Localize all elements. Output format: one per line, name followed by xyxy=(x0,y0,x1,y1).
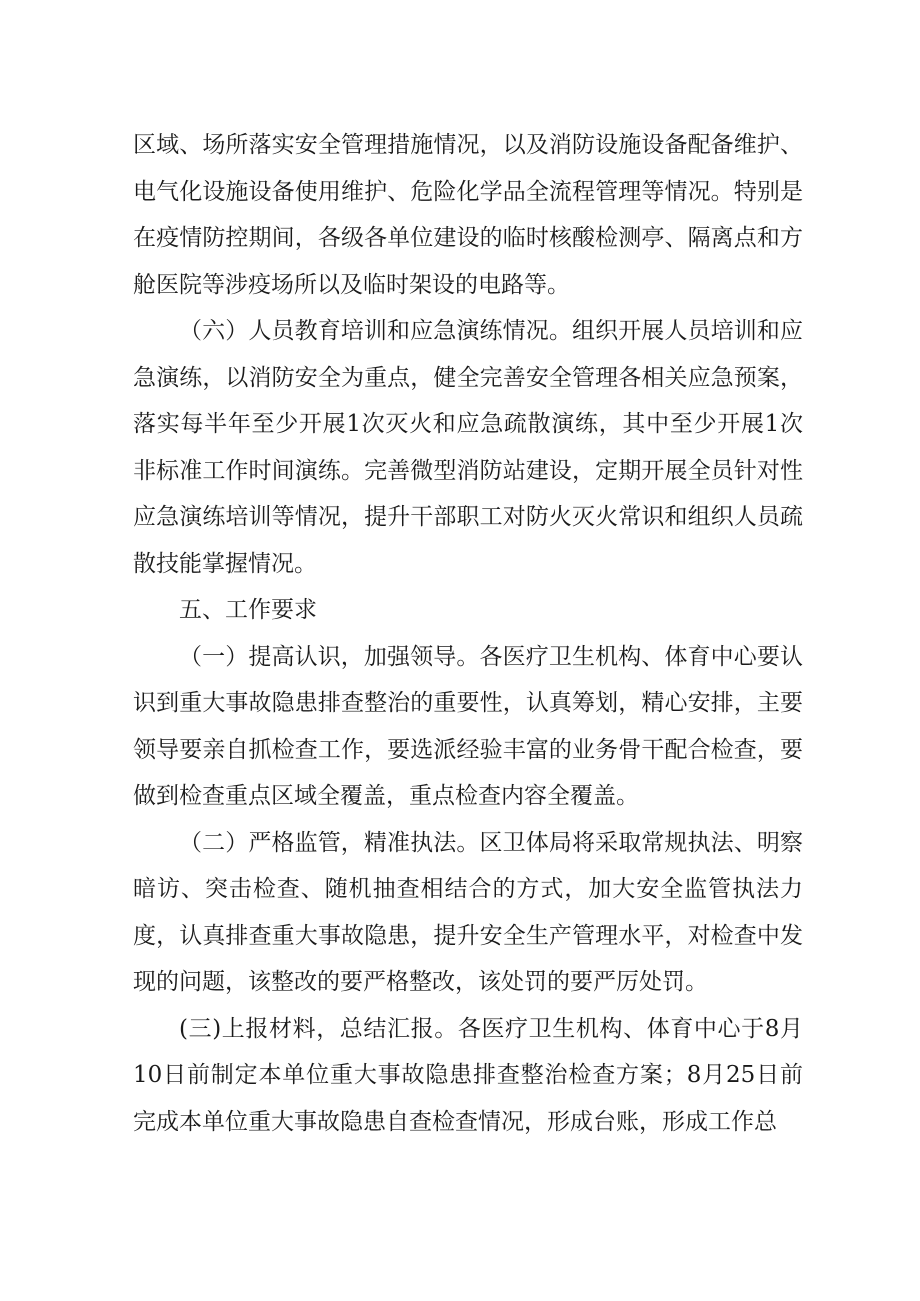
section-heading-work-requirements: 五、工作要求 xyxy=(179,597,317,623)
paragraph-section-six: （六）人员教育培训和应急演练情况。组织开展人员培训和应急演练，以消防安全为重点，健全完善安全管理各相关应急预案，落实每半年至少开展1次灭火和应急疏散演练，其中至少开展1次非标准工作时间演练。完善微型消防站建设，定期开展全员针对性应急演练培训等情况，提升干部职工对防火灭火常识和组织人员疏散技能掌握情况。 xyxy=(133,318,803,577)
paragraph-requirement-two: （二）严格监管，精准执法。区卫体局将采取常规执法、明察暗访、突击检查、随机抽查相结合的方式，加大安全监管执法力度，认真排查重大事故隐患，提升安全生产管理水平，对检查中发现的问题，该整改的要严格整改，该处罚的要严厉处罚。 xyxy=(133,829,803,995)
paragraph-requirement-one: （一）提高认识，加强领导。各医疗卫生机构、体育中心要认识到重大事故隐患排查整治的重要性，认真筹划，精心安排，主要领导要亲自抓检查工作，要选派经验丰富的业务骨干配合检查，要做到检查重点区域全覆盖，重点检查内容全覆盖。 xyxy=(133,643,803,809)
document-body xyxy=(133,122,803,1145)
paragraph-continuation: 区域、场所落实安全管理措施情况，以及消防设施设备配备维护、电气化设施设备使用维护、危险化学品全流程管理等情况。特别是在疫情防控期间，各级各单位建设的临时核酸检测亭、隔离点和方舱医院等涉疫场所以及临时架设的电路等。 xyxy=(133,132,803,298)
paragraph-requirement-three: (三)上报材料，总结汇报。各医疗卫生机构、体育中心于8月10日前制定本单位重大事故隐患排查整治检查方案；8月25日前完成本单位重大事故隐患自查检查情况，形成台账，形成工作总 xyxy=(133,1015,803,1135)
